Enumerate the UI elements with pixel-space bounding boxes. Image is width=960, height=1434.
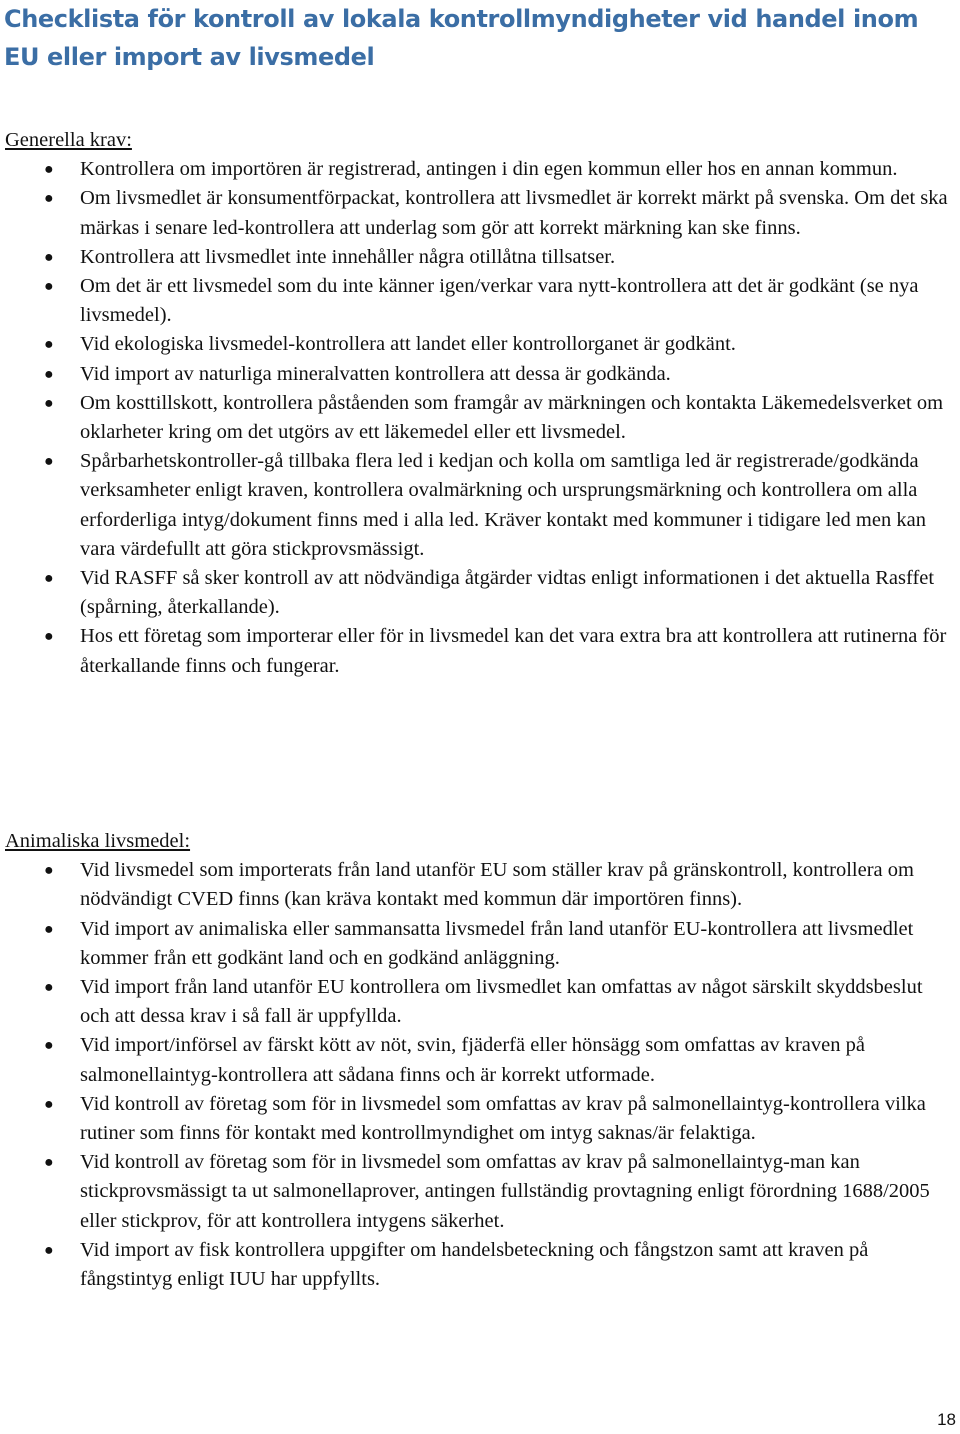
bullet-icon: ● [44,453,54,471]
bullet-icon: ● [44,365,54,383]
bullet-list [5,155,955,681]
page-number: 18 [937,1410,956,1429]
page-title: Checklista för kontroll av lokala kontrollmyndigheter vid handel inom EU eller import av livsmedel [4,5,919,71]
list-item: ● Om livsmedlet är konsumentförpackat, kontrollera att livsmedlet är korrekt märkt på svenska. Om det ska märkas i senare led-kontrollera att underlag som gör att korrekt märkning kan ske finns. [5,184,955,242]
bullet-icon: ● [44,979,54,997]
bullet-icon: ● [44,336,54,354]
bullet-icon: ● [44,278,54,296]
list-item: ● Vid livsmedel som importerats från land utanför EU som ställer krav på gränskontroll, kontrollera om nödvändigt CVED finns (kan kräva kontakt med kommun där importören finns). [5,856,955,914]
bullet-icon: ● [44,190,54,208]
bullet-list [5,856,955,1294]
section-general-requirements [5,126,955,681]
list-item: ● Om kosttillskott, kontrollera påståenden som framgår av märkningen och kontakta Läkemedelsverket om oklarheter kring om det utgörs av ett läkemedel eller ett livsmedel. [5,389,955,447]
bullet-icon: ● [44,248,54,266]
bullet-icon: ● [44,920,54,938]
list-item: ● Vid import av fisk kontrollera uppgifter om handelsbeteckning och fångstzon samt att kraven på fångstintyg enligt IUU har uppfyllts. [5,1236,955,1294]
bullet-icon: ● [44,1241,54,1259]
bullet-icon: ● [44,570,54,588]
list-item: ● Vid import av naturliga mineralvatten kontrollera att dessa är godkända. [5,360,955,389]
list-item: ● Kontrollera om importören är registrerad, antingen i din egen kommun eller hos en annan kommun. [5,155,955,184]
bullet-icon: ● [44,394,54,412]
list-item: ● Hos ett företag som importerar eller för in livsmedel kan det vara extra bra att kontrollera att rutinerna för återkallande finns och fungerar. [5,622,955,680]
bullet-icon: ● [44,1154,54,1172]
bullet-icon: ● [44,862,54,880]
section-animal-foods [5,827,955,1294]
list-item: ● Vid import av animaliska eller sammansatta livsmedel från land utanför EU-kontrollera att livsmedlet kommer från ett godkänt land och en godkänd anläggning. [5,915,955,973]
list-item: ● Spårbarhetskontroller-gå tillbaka flera led i kedjan och kolla om samtliga led är registrerade/godkända verksamheter enligt kraven, kontrollera ovalmärkning och ursprungsmärkning och kontrollera om alla erforderliga intyg/dokument finns med i alla led. Kräver kontakt med kommuner i tidigare led men kan vara värdefullt att göra stickprovsmässigt. [5,447,955,564]
list-item: ● Om det är ett livsmedel som du inte känner igen/verkar vara nytt-kontrollera att det är godkänt (se nya livsmedel). [5,272,955,330]
bullet-icon: ● [44,628,54,646]
bullet-icon: ● [44,1037,54,1055]
list-item: ● Vid RASFF så sker kontroll av att nödvändiga åtgärder vidtas enligt informationen i det aktuella Rasffet (spårning, återkallande). [5,564,955,622]
bullet-icon: ● [44,1095,54,1113]
list-item: ● Vid kontroll av företag som för in livsmedel som omfattas av krav på salmonellaintyg-man kan stickprovsmässigt ta ut salmonellaprover, antingen fullständig provtagning enligt förordning 1688/2005 eller stickprov, för att kontrollera intygens säkerhet. [5,1148,955,1236]
list-item: ● Vid ekologiska livsmedel-kontrollera att landet eller kontrollorganet är godkänt. [5,330,955,359]
list-item: ● Vid import/införsel av färskt kött av nöt, svin, fjäderfä eller hönsägg som omfattas av kraven på salmonellaintyg-kontrollera att sådana finns och är korrekt utformade. [5,1031,955,1089]
bullet-icon: ● [44,161,54,179]
section-heading: Generella krav: [5,129,132,151]
list-item: ● Vid kontroll av företag som för in livsmedel som omfattas av krav på salmonellaintyg-kontrollera vilka rutiner som finns för kontakt med kontrollmyndighet om intyg saknas/är felaktiga. [5,1090,955,1148]
list-item: ● Kontrollera att livsmedlet inte innehåller några otillåtna tillsatser. [5,243,955,272]
list-item: ● Vid import från land utanför EU kontrollera om livsmedlet kan omfattas av något särskilt skyddsbeslut och att dessa krav i så fall är uppfyllda. [5,973,955,1031]
section-heading: Animaliska livsmedel: [5,830,191,852]
